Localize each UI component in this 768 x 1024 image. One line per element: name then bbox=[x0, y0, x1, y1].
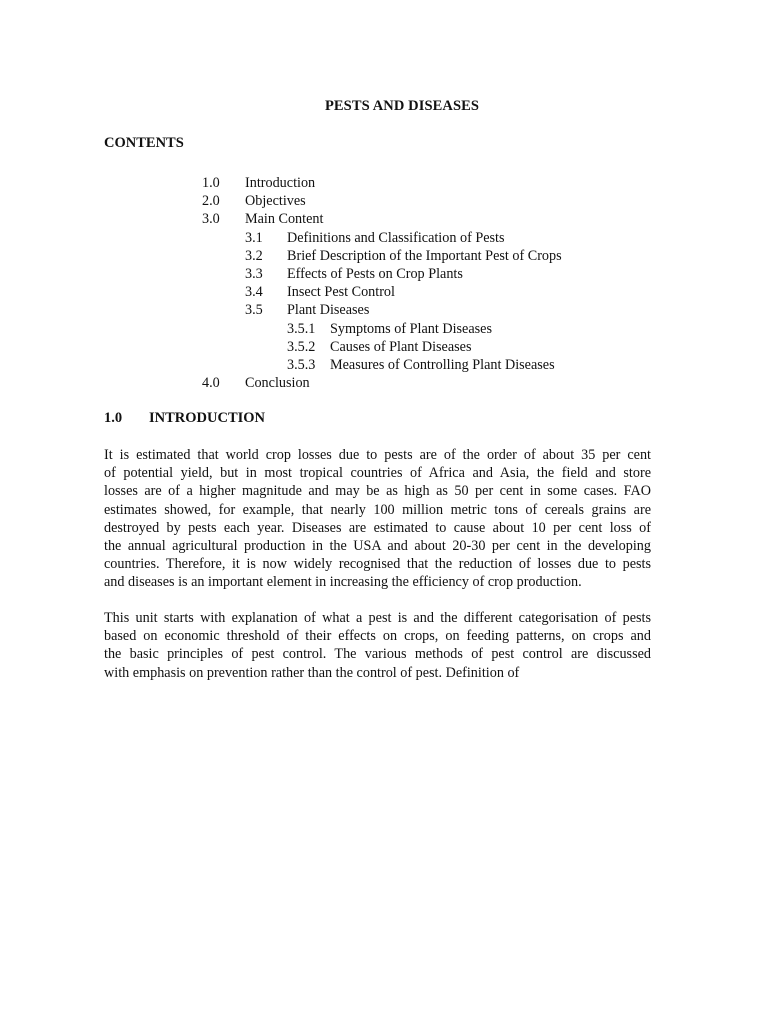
paragraph-line: estimates showed, for example, that nearly 100 million metric tons of cereals grains are bbox=[104, 501, 651, 518]
toc-entry-number: 3.5 bbox=[245, 302, 263, 319]
toc-entry bbox=[0, 265, 768, 283]
document-title: PESTS AND DISEASES bbox=[324, 98, 480, 114]
toc-entry bbox=[0, 174, 768, 192]
toc-entry-title: Definitions and Classification of Pests bbox=[287, 229, 505, 246]
toc-entry-number: 4.0 bbox=[202, 375, 220, 392]
paragraph-line: the annual agricultural production in the USA and about 20-30 per cent in the developing bbox=[104, 537, 651, 554]
paragraph-line: and diseases is an important element in increasing the efficiency of crop production. bbox=[104, 574, 582, 591]
toc-entry-title: Conclusion bbox=[245, 375, 310, 392]
toc-entry bbox=[0, 374, 768, 392]
toc-entry-number: 3.5.2 bbox=[287, 338, 316, 355]
toc-entry bbox=[0, 338, 768, 356]
toc-entry-title: Plant Diseases bbox=[287, 302, 370, 319]
paragraph-line: of potential yield, but in most tropical countries of Africa and Asia, the field and store bbox=[104, 465, 651, 482]
toc-entry-number: 3.1 bbox=[245, 229, 263, 246]
toc-entry bbox=[0, 229, 768, 247]
toc-entry-number: 3.2 bbox=[245, 247, 263, 264]
paragraph-line: with emphasis on prevention rather than the control of pest. Definition of bbox=[104, 664, 520, 681]
toc-entry-title: Objectives bbox=[245, 193, 306, 210]
toc-entry-number: 3.4 bbox=[245, 284, 263, 301]
toc-entry bbox=[0, 247, 768, 265]
toc-entry-number: 2.0 bbox=[202, 193, 220, 210]
toc-entry-title: Symptoms of Plant Diseases bbox=[330, 320, 492, 337]
paragraph-line: based on economic threshold of their effects on crops, on feeding patterns, on crops and bbox=[104, 628, 651, 645]
toc-entry bbox=[0, 210, 768, 228]
paragraph-line: destroyed by pests each year. Diseases are estimated to cause about 10 per cent loss of bbox=[104, 519, 651, 536]
toc-entry-title: Introduction bbox=[245, 175, 316, 191]
paragraph-line: It is estimated that world crop losses due to pests are of the order of about 35 per cent bbox=[104, 447, 651, 463]
paragraph-line: This unit starts with explanation of what a pest is and the different categorisation of pests bbox=[104, 610, 651, 626]
toc-entry-title: Brief Description of the Important Pest of Crops bbox=[287, 247, 562, 264]
section-title: INTRODUCTION bbox=[149, 410, 266, 426]
contents-heading: CONTENTS bbox=[104, 135, 184, 151]
introduction-paragraph-2 bbox=[104, 609, 651, 682]
paragraph-line: losses are of a higher magnitude and may be as high as 50 per cent in some cases. FAO bbox=[104, 483, 651, 500]
toc-entry bbox=[0, 192, 768, 210]
toc-entry-number: 1.0 bbox=[202, 175, 220, 191]
toc-entry-title: Main Content bbox=[245, 211, 324, 228]
toc-entry-title: Causes of Plant Diseases bbox=[330, 338, 472, 355]
paragraph-line: countries. Therefore, it is now widely recognised that the reduction of losses due to pests bbox=[104, 556, 651, 573]
toc-entry bbox=[0, 320, 768, 338]
toc-entry bbox=[0, 356, 768, 374]
toc-entry-number: 3.0 bbox=[202, 211, 220, 228]
toc-entry-title: Measures of Controlling Plant Diseases bbox=[330, 356, 555, 373]
toc-entry bbox=[0, 283, 768, 301]
table-of-contents bbox=[0, 174, 768, 392]
toc-entry-number: 3.5.3 bbox=[287, 356, 316, 373]
toc-entry-number: 3.3 bbox=[245, 265, 263, 282]
toc-entry-title: Effects of Pests on Crop Plants bbox=[287, 265, 463, 282]
section-heading-introduction bbox=[104, 410, 265, 427]
toc-entry-number: 3.5.1 bbox=[287, 320, 316, 337]
toc-entry-title: Insect Pest Control bbox=[287, 284, 395, 301]
introduction-paragraph-1 bbox=[104, 446, 651, 592]
section-number: 1.0 bbox=[104, 410, 123, 426]
toc-entry bbox=[0, 301, 768, 319]
paragraph-line: the basic principles of pest control. The various methods of pest control are discussed bbox=[104, 646, 651, 663]
